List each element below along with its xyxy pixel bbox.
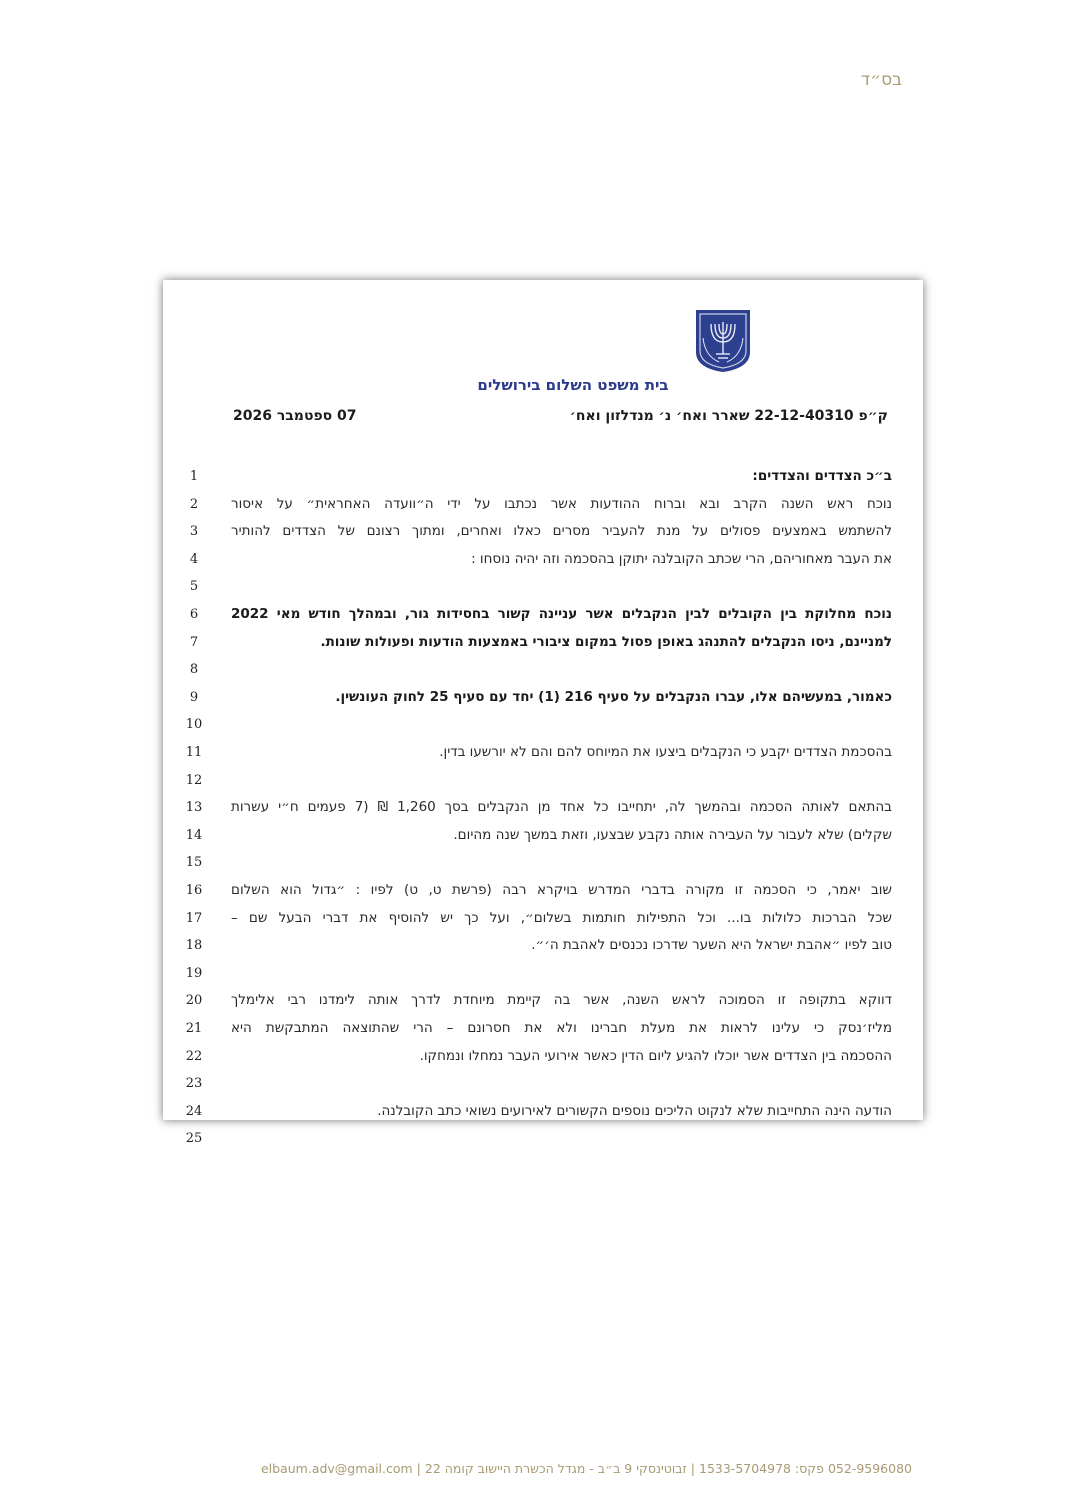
- line-number: 11: [185, 745, 203, 760]
- court-document-image: [163, 280, 923, 1147]
- line-number: 15: [185, 855, 203, 871]
- line-number: 22: [185, 1048, 203, 1064]
- protocol-line: הודעה הינה התחייבות שלא לנקוט הליכים נוספים הקשורים לאירועים נשואי כתב הקובלנה.: [377, 1102, 892, 1119]
- protocol-line: שקלים) שלא לעבור על העבירה אותה נקבע שבצעו, וזאת במשך שנה מהיום.: [453, 826, 892, 843]
- protocol-line: נוכח ראש השנה הקרב ובא וברוח ההודעות אשר נכתבו על ידי ה״וועדה האחראית״ על איסור: [231, 495, 892, 512]
- line-number: 6: [189, 607, 199, 622]
- line-number: 9: [189, 689, 199, 705]
- line-number: 17: [185, 910, 203, 926]
- protocol-line: טוב לפיו ״אהבת ישראל היא השער שדרכו נכנסים לאהבת ה׳״.: [531, 937, 892, 954]
- protocol-line: בהסכמת הצדדים יקבע כי הנקבלים ביצעו את המיוחס להם והם לא יורשעו בדין.: [439, 744, 892, 760]
- protocol-line: שוב יאמר, כי הסכמה זו מקורה בדברי המדרש בויקרא רבה (פרשת ט, ט) לפיו : ״גדול הוא השלום: [231, 882, 892, 898]
- line-number: 1: [189, 469, 199, 484]
- line-number: 2: [189, 496, 199, 512]
- line-number: 13: [185, 800, 203, 816]
- protocol-line: ההסכמה בין הצדדים אשר יוכלו להגיע ליום הדין כאשר אירועי העבר נמחלו ונמחקו.: [419, 1047, 892, 1064]
- line-number: 18: [185, 938, 203, 954]
- protocol-line: להשתמש באמצעים פסולים על מנת להעביר מסרים כאלו ואחרים, ומתוך רצונם של הצדדים להותיר: [231, 523, 892, 540]
- protocol-line: ב״כ הצדדים והצדדים:: [752, 468, 892, 484]
- line-number: 19: [185, 965, 203, 981]
- protocol-line: בהתאם לאותה הסכמה ובהמשך לה, יתחייבו כל אחד מן הנקבלים בסך 1,260 ₪ (7 פעמים ח״י עשרות: [231, 799, 892, 816]
- protocol-line: למניינם, ניסו הנקבלים להתנהג באופן פסול במקום ציבורי באמצעות הודעות ופעולות שונות.: [320, 633, 892, 650]
- line-number: 25: [185, 1131, 203, 1147]
- line-number: 5: [189, 579, 199, 595]
- protocol-line: מליז׳נסק כי עלינו לראות את מעלת חברינו ולא את חסרונם – הרי שהתוצאה המתבקשת היא: [231, 1020, 892, 1036]
- line-number: 14: [185, 827, 203, 843]
- line-number: 16: [185, 883, 203, 898]
- protocol-line: כאמור, במעשיהם אלו, עברו הנקבלים על סעיף 216 (1) יחד עם סעיף 25 לחוק העונשין.: [335, 688, 892, 705]
- court-name: בית משפט השלום בירושלים: [477, 376, 669, 394]
- line-number: 21: [185, 1021, 203, 1036]
- hearing-date: 07 ספטמבר 2026: [233, 408, 357, 424]
- protocol-line: שכל הברכות כלולות בו... וכל התפילות חותמות בשלום״, ועל כך יש להוסיף את דברי הבעל שם –: [231, 909, 892, 926]
- line-number: 8: [189, 662, 199, 678]
- line-number: 24: [185, 1103, 203, 1119]
- case-number: ק״פ 22-12-40310 שארר ואח׳ נ׳ מנדלזון ואח׳: [569, 408, 888, 424]
- line-number: 10: [185, 717, 203, 733]
- state-of-israel-emblem-icon: [693, 308, 753, 374]
- protocol-line: דווקא בתקופה זו הסמוכה לראש השנה, אשר בה קיימת מיוחדת לדרך אותה לימדנו רבי אלימלך: [231, 992, 892, 1009]
- protocol-line: את העבר מאחוריהם, הרי שכתב הקובלנה יתוקן בהסכמה וזה יהיה נוסחו :: [471, 550, 892, 567]
- protocol-line: נוכח מחלוקת בין הקובלים לבין הנקבלים אשר עניינה קשור בחסידות גור, ובמהלך חודש מאי 2022: [231, 606, 892, 622]
- line-number: 3: [189, 524, 199, 540]
- header-mark: בס״ד: [860, 70, 902, 90]
- line-number: 12: [185, 772, 203, 788]
- footer-contact: 052-9596080 פקס: 1533-5704978 | זבוטינסקי 9 ב״ב - מגדל הכשרת היישוב קומה 22 | elbaum.adv@gmail.com: [260, 1461, 912, 1476]
- line-number: 4: [189, 551, 199, 567]
- line-number: 7: [189, 634, 199, 650]
- line-number: 20: [185, 993, 203, 1009]
- line-number: 23: [185, 1076, 203, 1092]
